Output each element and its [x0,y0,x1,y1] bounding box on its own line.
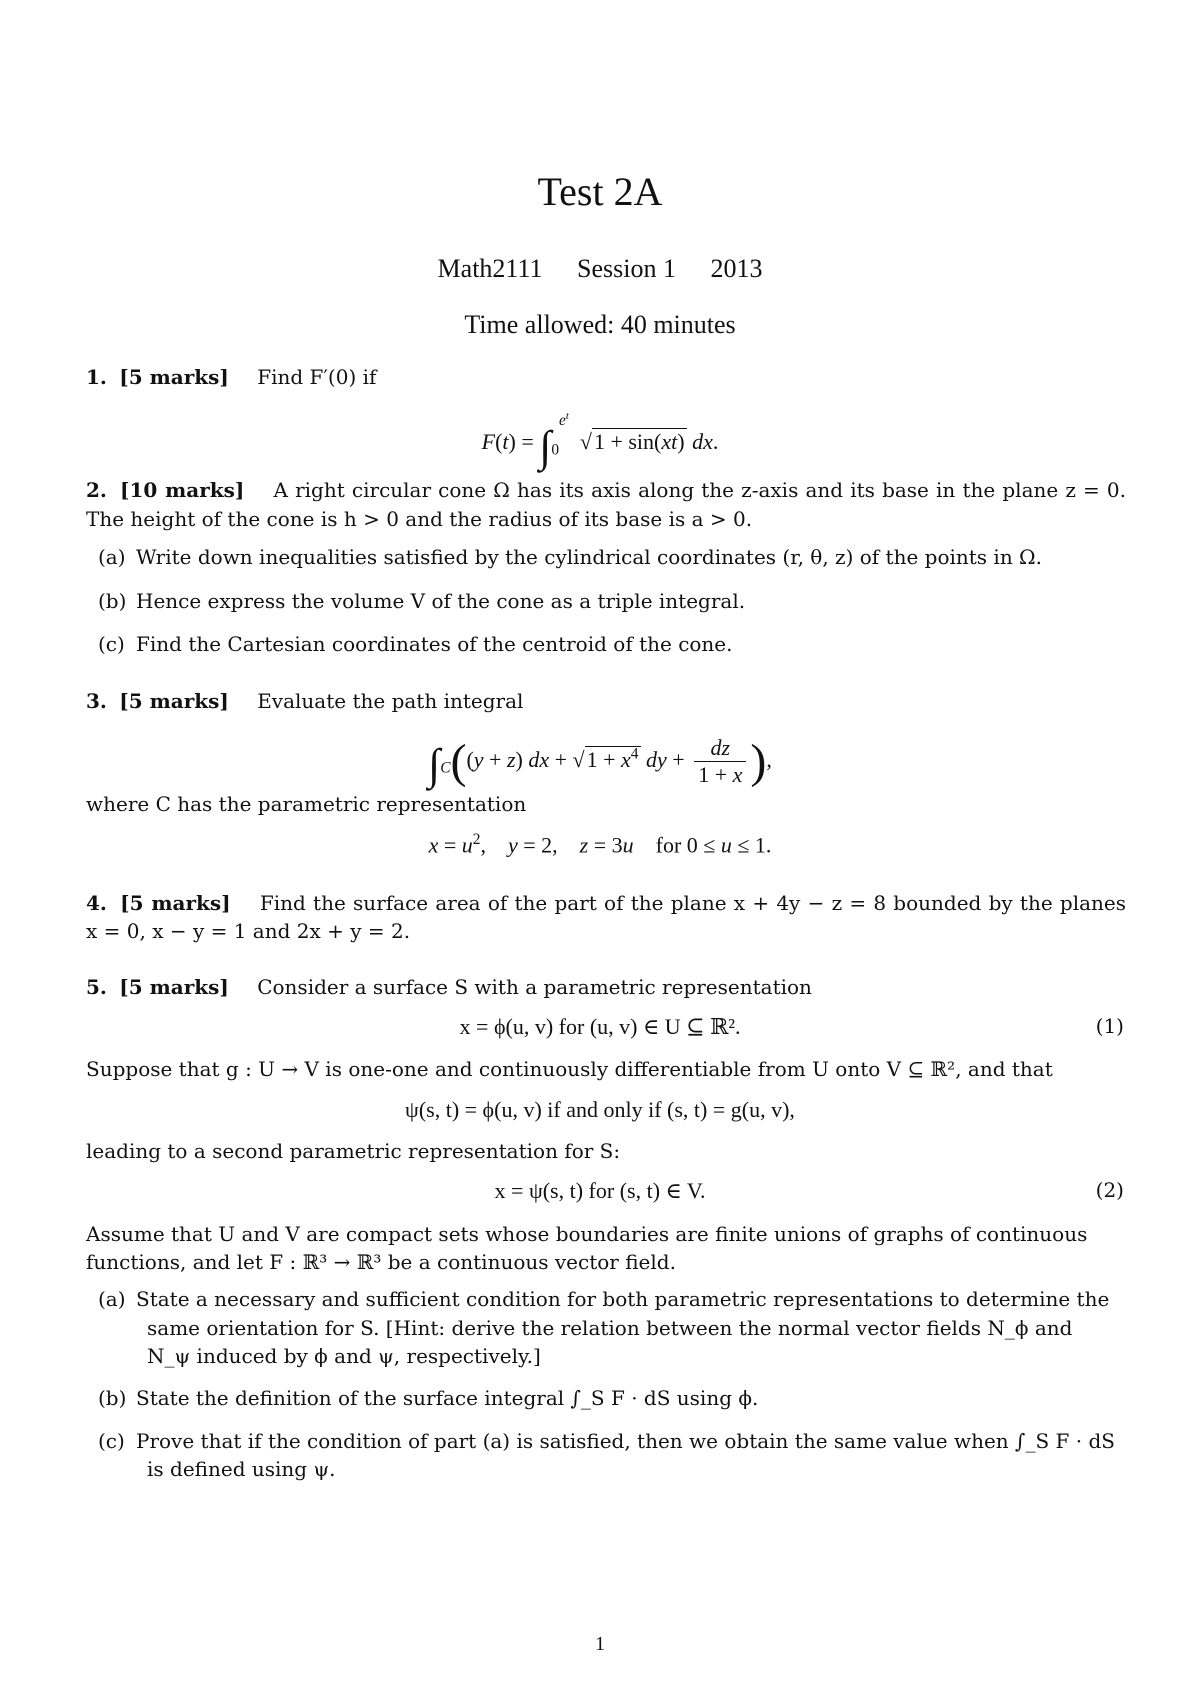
question-text-line1: Find the surface area of the part of the plane x + 4y − z = 8 bounded by the planes [259,891,1127,915]
question-2-line2: The height of the cone is h > 0 and the radius of its base is a > 0. [86,507,753,531]
question-2a: (a) Write down inequalities satisfied by the cylindrical coordinates (r, θ, z) of the points in Ω. [98,545,1042,569]
question-5-suppose: Suppose that g : U → V is one-one and continuously differentiable from U onto V ⊆ ℝ², and that [86,1057,1053,1081]
formula-q3-param: $x = u^2$, y = 2, z = 3u for 0 ≤ u ≤ 1. [428,831,772,858]
question-4-line2: x = 0, x − y = 1 and 2x + y = 2. [86,919,411,943]
question-number: 4. [86,891,107,915]
question-2b: (b) Hence express the volume V of the cone as a triple integral. [98,589,746,613]
question-5a: (a) State a necessary and sufficient condition for both parametric representations to determine the [98,1287,1110,1311]
question-marks: [5 marks] [119,689,229,713]
question-2c: (c) Find the Cartesian coordinates of the centroid of the cone. [98,632,733,656]
question-4 [86,889,1126,918]
question-text: Find F′(0) if [257,365,377,389]
question-1 [86,363,1126,392]
question-3 [86,687,1126,716]
question-marks: [10 marks] [120,478,245,502]
question-marks: [5 marks] [120,891,231,915]
course-info [0,254,1200,284]
equation-1: x = ϕ(u, v) for (u, v) ∈ U ⊆ ℝ². [459,1014,741,1039]
question-5 [86,973,1126,1002]
question-5-assume-1: Assume that U and V are compact sets whose boundaries are finite unions of graphs of continuous [86,1222,1088,1246]
question-3-where: where C has the parametric representation [86,792,527,816]
time-allowed: Time allowed: 40 minutes [464,310,736,339]
equation-iff: ψ(s, t) = ϕ(u, v) if and only if (s, t) = g(u, v), [405,1097,795,1122]
page-title: Test 2A [537,169,663,214]
course-code: Math2111 [437,254,543,283]
question-5a-line2: same orientation for S. [Hint: derive the relation between the normal vector fields N_ϕ and [147,1316,1073,1340]
year: 2013 [710,254,763,283]
question-text: Evaluate the path integral [257,689,524,713]
equation-2: x = ψ(s, t) for (s, t) ∈ V. [494,1178,706,1203]
formula-q1: $F(t) = \int_0^{e^t}$ √1 + sin(xt) dx. [481,410,719,472]
question-marks: [5 marks] [119,975,229,999]
question-5c-line2: is defined using ψ. [147,1457,336,1481]
question-number: 5. [86,975,107,999]
page-number: 1 [595,1633,605,1655]
equation-1-label: (1) [1095,1014,1124,1038]
equation-2-label: (2) [1095,1178,1124,1202]
formula-q3: $\int_C((y + z)$ dx + $√1 + x^4$ dy + $\frac{dz}{1 + x}$ ), [428,735,772,789]
question-2 [86,476,1126,505]
question-number: 1. [86,365,107,389]
question-5c: (c) Prove that if the condition of part (a) is satisfied, then we obtain the same value when ∫_S F · dS [98,1429,1115,1453]
question-number: 3. [86,689,107,713]
question-number: 2. [86,478,107,502]
question-5b: (b) State the definition of the surface integral ∫_S F · dS using ϕ. [98,1386,759,1410]
question-5-assume-2: functions, and let F : ℝ³ → ℝ³ be a continuous vector field. [86,1250,676,1274]
question-text-line1: A right circular cone Ω has its axis along the z-axis and its base in the plane z = 0. [273,478,1127,502]
question-text: Consider a surface S with a parametric representation [257,975,812,999]
question-marks: [5 marks] [119,365,229,389]
question-5a-line3: N_ψ induced by ϕ and ψ, respectively.] [147,1344,541,1368]
question-5-leading: leading to a second parametric representation for S: [86,1139,621,1163]
session: Session 1 [576,254,676,283]
